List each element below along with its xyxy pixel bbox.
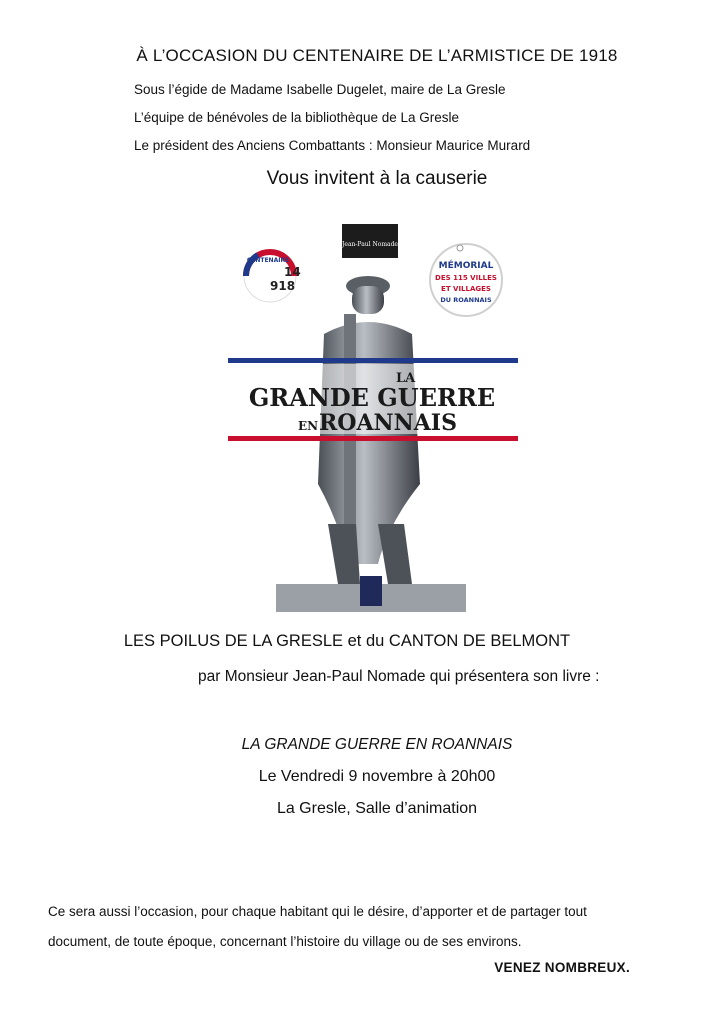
event-place: La Gresle, Salle d’animation [276,800,478,817]
event-date: Le Vendredi 9 novembre à 20h00 [258,768,496,785]
sponsor-line-veterans: Le président des Anciens Combattants : Monsieur Maurice Murard [134,138,531,153]
badge-years-a: 14 [284,265,301,279]
cover-title-roannais: ROANNAIS [319,410,457,436]
cover-title-en: EN [298,419,319,433]
badge-centenaire-text: CENTENAIRE [246,257,290,264]
memorial-line-3: ET VILLAGES [441,285,491,293]
event-speaker: par Monsieur Jean-Paul Nomade qui présentera son livre : [198,668,600,685]
memorial-tag [430,244,502,316]
invite-heading: Vous invitent à la causerie [266,168,488,189]
statue-illustration [276,276,466,612]
red-stripe [228,436,518,441]
closing-call: VENEZ NOMBREUX. [494,960,630,975]
sponsor-line-library: L’équipe de bénévoles de la bibliothèque de La Gresle [134,110,460,125]
memorial-line-2: DES 115 VILLES [435,274,497,282]
memorial-line-4: DU ROANNAIS [440,296,492,304]
cover-title-main: GRANDE GUERRE [248,383,496,412]
footer-line-2: document, de toute époque, concernant l’histoire du village ou de ses environs. [48,934,522,949]
centenaire-badge [244,250,301,302]
sponsor-line-mayor: Sous l’égide de Madame Isabelle Dugelet, maire de La Gresle [134,82,506,97]
memorial-line-1: MÉMORIAL [438,261,494,271]
blue-stripe [228,358,518,363]
cover-author: Jean-Paul Nomade [342,241,398,248]
event-subject: LES POILUS DE LA GRESLE et du CANTON DE BELMONT [123,632,571,650]
event-book-title: LA GRANDE GUERRE EN ROANNAIS [241,736,513,753]
book-cover [228,224,518,612]
page-title: À L’OCCASION DU CENTENAIRE DE L’ARMISTICE DE 1918 [136,46,618,65]
footer-line-1: Ce sera aussi l’occasion, pour chaque habitant qui le désire, d’apporter et de partager tout [48,904,587,919]
cover-title-la: LA [396,371,416,386]
badge-years-b: 918 [270,279,296,293]
